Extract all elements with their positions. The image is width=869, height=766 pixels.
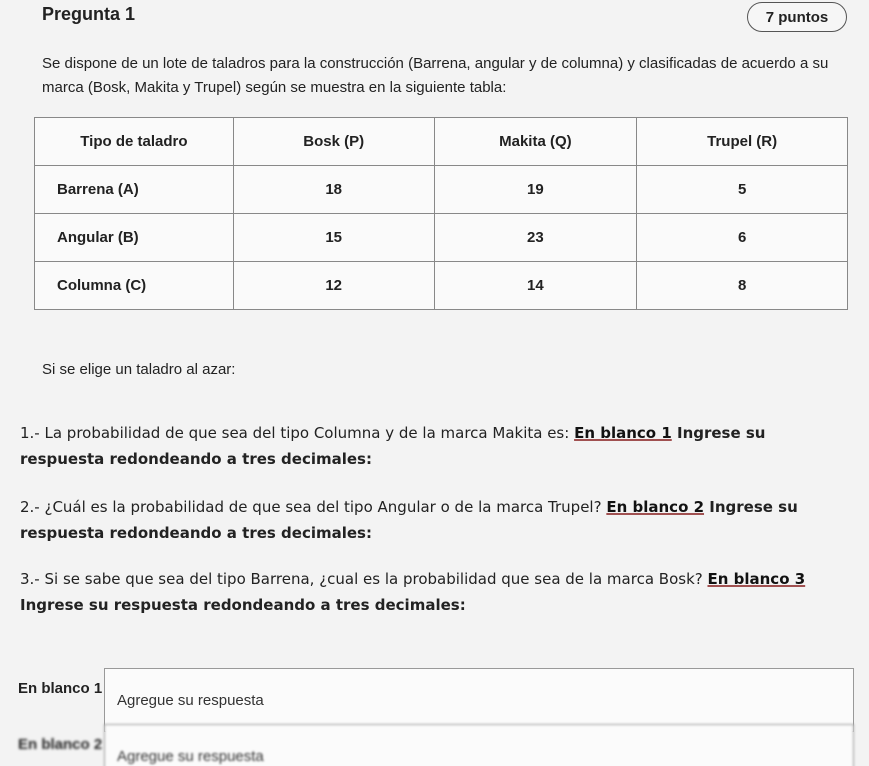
- points-badge: 7 puntos: [747, 2, 847, 32]
- question-item-instruction: Ingrese su respuesta redondeando a tres decimales:: [20, 424, 766, 468]
- question-item-3: [20, 566, 850, 618]
- selection-prompt: Si se elige un taladro al azar:: [42, 361, 236, 378]
- blank-3-link[interactable]: En blanco 3: [707, 570, 806, 588]
- table-cell: 14: [434, 262, 637, 310]
- table-header-cell: Makita (Q): [434, 118, 637, 166]
- table-cell: 6: [637, 214, 848, 262]
- question-item-text: 2.- ¿Cuál es la probabilidad de que sea del tipo Angular o de la marca Trupel?: [20, 498, 607, 516]
- table-cell: 18: [233, 166, 434, 214]
- question-item-instruction: Ingrese su respuesta redondeando a tres decimales:: [20, 596, 466, 614]
- question-intro: Se dispone de un lote de taladros para la construcción (Barrena, angular y de columna) y clasificadas de acuerdo a su marca (Bosk, Makita y Trupel) según se muestra en la siguiente tabla:: [42, 55, 829, 96]
- question-item-1: [20, 420, 850, 472]
- blank-1-link[interactable]: En blanco 1: [574, 424, 672, 442]
- table-header-row: [35, 118, 848, 166]
- question-item-instruction: Ingrese su respuesta redondeando a tres decimales:: [20, 498, 798, 542]
- table-header-cell: Bosk (P): [233, 118, 434, 166]
- table-cell: 19: [434, 166, 637, 214]
- question-item-text: 1.- La probabilidad de que sea del tipo Columna y de la marca Makita es:: [20, 424, 575, 442]
- answer-input-2[interactable]: [104, 724, 854, 766]
- table-header-cell: Trupel (R): [637, 118, 848, 166]
- blank-2-link[interactable]: En blanco 2: [606, 498, 705, 516]
- table-cell: 15: [233, 214, 434, 262]
- table-row: [35, 214, 848, 262]
- table-cell: 5: [637, 166, 848, 214]
- table-header-cell: Tipo de taladro: [35, 118, 234, 166]
- question-item-2: [20, 494, 850, 546]
- answer-input-1[interactable]: [104, 668, 854, 732]
- row-label: Barrena (A): [35, 166, 234, 214]
- drill-table: [34, 117, 848, 310]
- answer-label: En blanco 2: [18, 736, 103, 753]
- table-cell: 23: [434, 214, 637, 262]
- table-row: [35, 262, 848, 310]
- table-row: [35, 166, 848, 214]
- table-cell: 8: [637, 262, 848, 310]
- row-label: Angular (B): [35, 214, 234, 262]
- row-label: Columna (C): [35, 262, 234, 310]
- question-title: Pregunta 1: [42, 4, 136, 24]
- question-item-text: 3.- Si se sabe que sea del tipo Barrena, ¿cual es la probabilidad que sea de la marca Bosk?: [20, 570, 708, 588]
- table-cell: 12: [233, 262, 434, 310]
- answer-label: En blanco 1: [18, 680, 103, 697]
